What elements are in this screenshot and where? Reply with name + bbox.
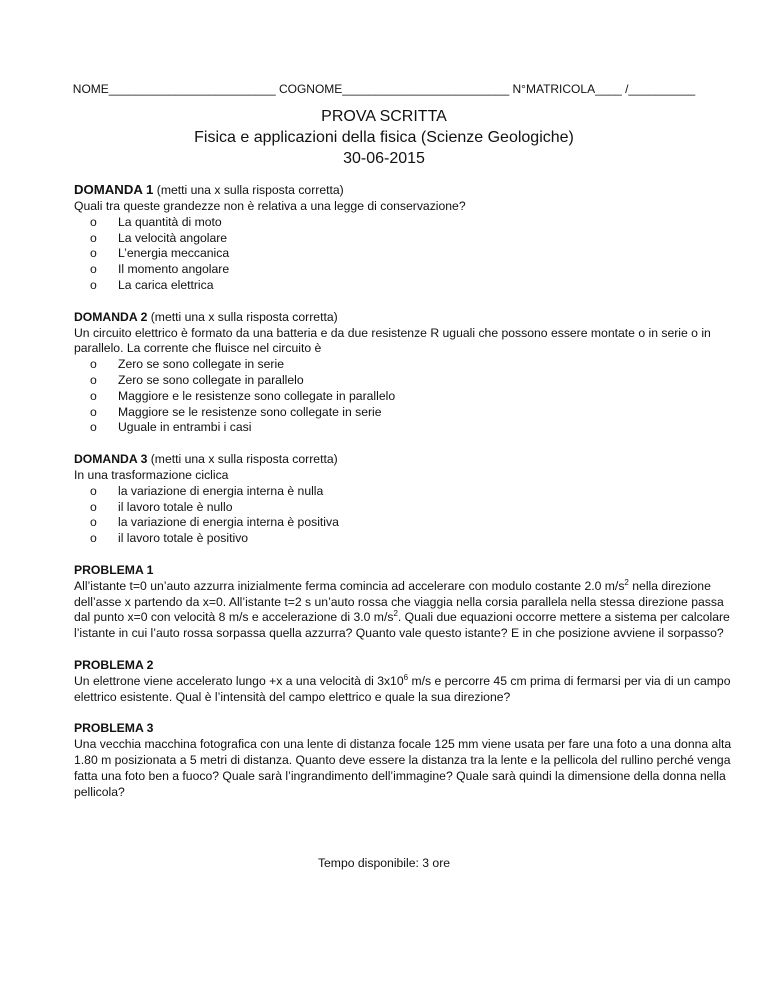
option-bullet: o xyxy=(90,230,97,245)
question-2 xyxy=(74,310,734,436)
option-item[interactable] xyxy=(90,215,734,231)
problem-1 xyxy=(74,563,734,642)
option-text: Il momento angolare xyxy=(118,262,230,277)
problem-2-text-part: Un elettrone viene accelerato lungo +x a una velocità di 3x10 xyxy=(74,673,404,688)
course-title: Fisica e applicazioni della fisica (Scienze Geologiche) xyxy=(194,129,574,146)
question-2-note: (metti una x sulla risposta corretta) xyxy=(147,309,338,324)
exam-date: 30-06-2015 xyxy=(343,150,425,167)
option-bullet: o xyxy=(90,499,97,514)
problem-3-text: Una vecchia macchina fotografica con una lente di distanza focale 125 mm viene usata per fare una foto a una donna alta 1.80 m posizionata a 5 metri di distanza. Quanto deve essere la distanza tra la lente e la pellicola del rullino perché venga fatta una foto ben a fuoco? Quale sarà l’ingrandimento dell’immagine? Quale sarà quindi la dimensione della donna nella pellicola? xyxy=(74,737,732,799)
question-3-label: DOMANDA 3 xyxy=(74,452,148,467)
option-text: Maggiore se le resistenze sono collegate in serie xyxy=(118,404,382,419)
question-1-label: DOMANDA 1 xyxy=(74,182,154,197)
option-text: Maggiore e le resistenze sono collegate in parallelo xyxy=(118,388,396,403)
question-2-heading xyxy=(74,310,734,326)
option-text: Zero se sono collegate in parallelo xyxy=(118,372,304,387)
option-item[interactable] xyxy=(90,515,734,531)
question-2-text: Un circuito elettrico è formato da una batteria e da due resistenze R uguali che possono essere montate o in serie o in parallelo. La corrente che fluisce nel circuito è xyxy=(74,325,711,356)
question-1-heading xyxy=(74,181,734,199)
problem-1-label: PROBLEMA 1 xyxy=(74,562,154,577)
superscript: 6 xyxy=(403,672,409,682)
option-text: La velocità angolare xyxy=(118,230,228,245)
question-1-note: (metti una x sulla risposta corretta) xyxy=(153,183,344,197)
option-text: la variazione di energia interna è nulla xyxy=(118,483,324,498)
question-3-text: In una trasformazione ciclica xyxy=(74,467,229,482)
question-1 xyxy=(74,181,734,294)
problem-2-text xyxy=(74,674,734,706)
option-text: Zero se sono collegate in serie xyxy=(118,357,284,372)
option-bullet: o xyxy=(90,531,97,546)
question-2-label: DOMANDA 2 xyxy=(74,309,148,324)
option-item[interactable] xyxy=(90,373,734,389)
option-item[interactable] xyxy=(90,420,734,436)
problem-1-text-part: All’istante t=0 un’auto azzurra inizialmente ferma comincia ad accelerare con modulo costante 2.0 m/s xyxy=(74,578,625,593)
option-bullet: o xyxy=(90,246,97,261)
option-item[interactable] xyxy=(90,500,734,516)
option-item[interactable] xyxy=(90,484,734,500)
question-3-heading xyxy=(74,452,734,468)
option-text: La carica elettrica xyxy=(118,277,214,292)
option-item[interactable] xyxy=(90,531,734,547)
option-text: il lavoro totale è nullo xyxy=(118,499,233,514)
option-bullet: o xyxy=(90,262,97,277)
option-bullet: o xyxy=(90,357,97,372)
available-time: Tempo disponibile: 3 ore xyxy=(317,856,451,870)
problem-2 xyxy=(74,658,734,705)
option-text: Uguale in entrambi i casi xyxy=(118,420,252,435)
option-item[interactable] xyxy=(90,231,734,247)
problem-2-text-part: m/s e percorre 45 cm prima di fermarsi per via di un campo elettrico esistente. Qual è l’intensità del campo elettrico e quale la sua direzione? xyxy=(74,673,731,704)
question-1-options xyxy=(74,215,734,294)
superscript: 2 xyxy=(624,577,629,587)
option-bullet: o xyxy=(90,214,97,229)
problem-1-text xyxy=(74,579,734,642)
question-3-note: (metti una x sulla risposta corretta) xyxy=(147,452,338,467)
option-text: la variazione di energia interna è positiva xyxy=(118,515,339,530)
option-bullet: o xyxy=(90,483,97,498)
option-text: L’energia meccanica xyxy=(118,246,230,261)
option-bullet: o xyxy=(90,388,97,403)
option-bullet: o xyxy=(90,277,97,292)
exam-content xyxy=(74,181,734,816)
question-3 xyxy=(74,452,734,547)
question-3-options xyxy=(74,484,734,547)
problem-3-label: PROBLEMA 3 xyxy=(74,721,154,736)
problem-1-text-part: . Quali due equazioni occorre mettere a sistema per calcolare l’istante in cui l’auto rossa sorpassa quella azzurra? Quanto vale questo istante? E in che posizione avviene il sorpasso? xyxy=(74,610,730,641)
option-item[interactable] xyxy=(90,357,734,373)
option-item[interactable] xyxy=(90,278,734,294)
option-item[interactable] xyxy=(90,405,734,421)
question-2-options xyxy=(74,357,734,436)
option-text: La quantità di moto xyxy=(118,214,222,229)
option-bullet: o xyxy=(90,515,97,530)
problem-3 xyxy=(74,721,734,800)
option-item[interactable] xyxy=(90,246,734,262)
exam-title: PROVA SCRITTA xyxy=(321,108,447,125)
student-info-line: NOME_________________________ COGNOME_________________________ N°MATRICOLA____ /__________ xyxy=(72,82,696,96)
option-bullet: o xyxy=(90,404,97,419)
problem-1-text-part: nella direzione dell’asse x partendo da x=0. All’istante t=2 s un’auto rossa che viaggia nella corsia parallela nella stessa direzione passa dal punto x=0 con velocità 8 m/s e accelerazione di 3.0 m/s xyxy=(74,578,724,625)
option-text: il lavoro totale è positivo xyxy=(118,531,249,546)
superscript: 2 xyxy=(393,609,398,619)
option-bullet: o xyxy=(90,420,97,435)
option-item[interactable] xyxy=(90,389,734,405)
question-1-text: Quali tra queste grandezze non è relativa a una legge di conservazione? xyxy=(74,199,466,213)
option-item[interactable] xyxy=(90,262,734,278)
option-bullet: o xyxy=(90,372,97,387)
title-block xyxy=(0,106,768,169)
problem-2-label: PROBLEMA 2 xyxy=(74,657,154,672)
